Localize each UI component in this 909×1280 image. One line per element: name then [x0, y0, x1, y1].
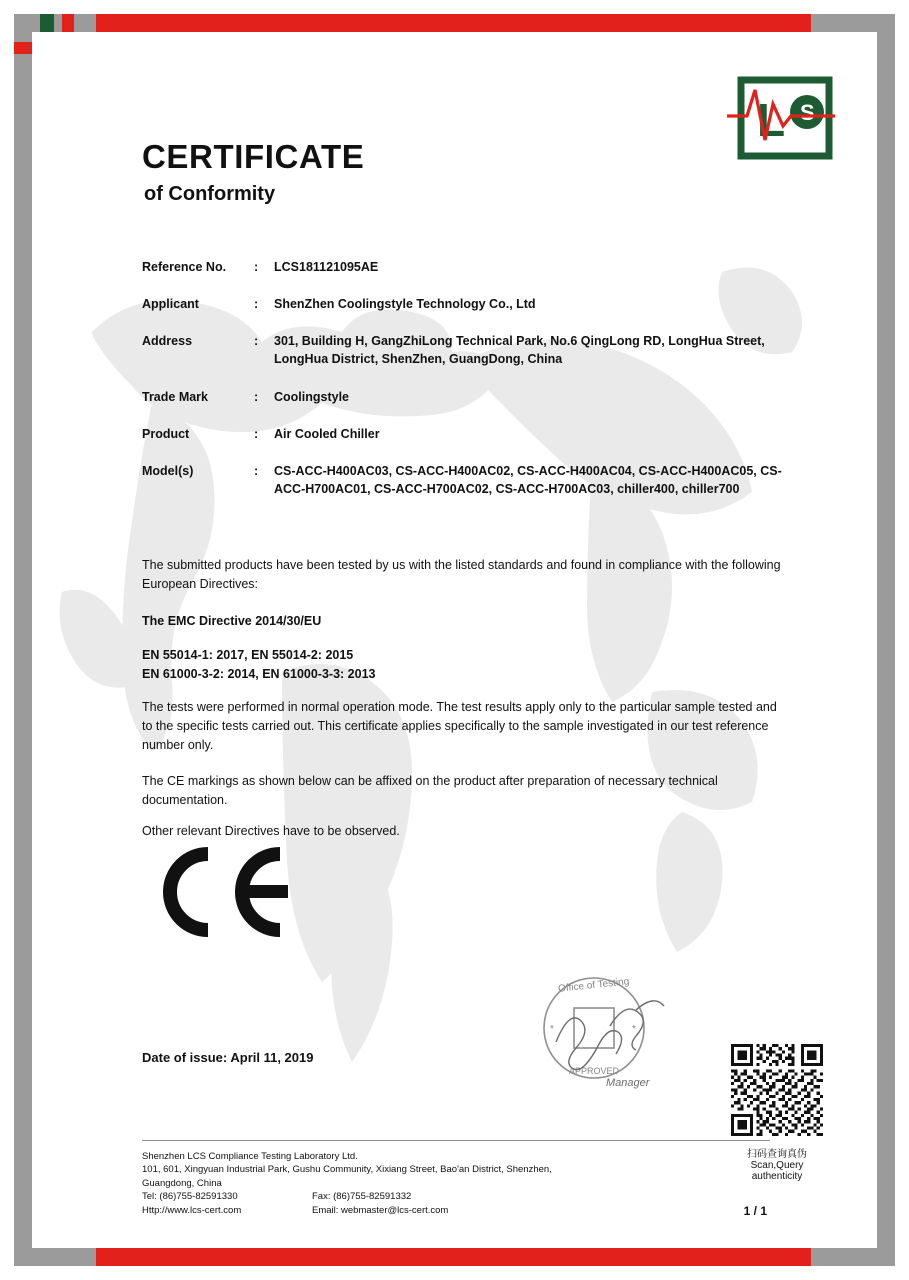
field-value: Coolingstyle: [274, 389, 350, 404]
qr-caption-english: Scan,Query authenticity: [750, 1160, 804, 1182]
field-colon: :: [254, 463, 259, 478]
border-bottom-red-bar: [96, 1248, 811, 1266]
paragraph-directive: The EMC Directive 2014/30/EU: [142, 614, 322, 628]
border-left: [14, 14, 32, 1266]
field-label: Address: [142, 334, 193, 349]
footer-tel: Tel: (86)755-82591330: [142, 1191, 238, 1203]
footer-divider: [142, 1140, 770, 1141]
border-top-red-bar: [96, 14, 811, 32]
field-value: ShenZhen Coolingstyle Technology Co., Ltd: [274, 297, 536, 312]
standards-line-2: EN 61000-3-2: 2014, EN 61000-3-3: 2013: [142, 667, 376, 681]
field-row-trade-mark: [142, 388, 802, 406]
footer-website[interactable]: Http://www.lcs-cert.com: [142, 1204, 242, 1216]
page-subtitle: of Conformity: [144, 183, 276, 205]
svg-text:Office of Testing: Office of Testing: [557, 976, 630, 995]
field-label: Trade Mark: [142, 389, 209, 404]
qr-code-icon[interactable]: [731, 1044, 823, 1136]
field-colon: :: [254, 334, 259, 349]
field-row-models: [142, 462, 802, 498]
field-row-applicant: [142, 295, 802, 313]
field-colon: :: [254, 389, 259, 404]
field-value: LCS181121095AE: [274, 260, 379, 274]
field-colon: :: [254, 297, 259, 312]
footer-block: [142, 1150, 552, 1217]
field-label: Product: [142, 426, 190, 441]
field-row-address: [142, 332, 802, 368]
certificate-inner: [32, 32, 877, 1248]
paragraph-ce-marking: The CE markings as shown below can be affixed on the product after preparation of necessary technical documentation.: [142, 774, 718, 807]
footer-company-name: Shenzhen LCS Compliance Testing Laboratory Ltd.: [142, 1151, 358, 1162]
paragraph-other-directives: Other relevant Directives have to be observed.: [142, 824, 400, 838]
date-of-issue: Date of issue: April 11, 2019: [142, 1050, 314, 1065]
page-number: 1 / 1: [743, 1204, 767, 1218]
svg-text:Manager: Manager: [606, 1077, 650, 1089]
page-title: CERTIFICATE: [142, 138, 365, 175]
footer-address-line-2: Guangdong, China: [142, 1177, 222, 1189]
certificate-fields: [142, 258, 802, 517]
qr-code-block: [725, 1044, 829, 1182]
paragraph-intro: The submitted products have been tested by us with the listed standards and found in compliance with the following European Directives:: [142, 558, 781, 591]
field-value: 301, Building H, GangZhiLong Technical Park, No.6 QingLong RD, LongHua Street, LongHua District, ShenZhen, GuangDong, China: [274, 334, 765, 367]
svg-text:S: S: [800, 100, 815, 125]
footer-contact-row-1: [142, 1190, 552, 1203]
footer-address-line-1: 101, 601, Xingyuan Industrial Park, Gushu Community, Xixiang Street, Bao'an District, Shenzhen,: [142, 1164, 552, 1176]
certificate-content: [32, 32, 877, 1248]
ce-mark-icon: [150, 842, 300, 942]
field-value: CS-ACC-H400AC03, CS-ACC-H400AC02, CS-ACC-H400AC04, CS-ACC-H400AC05, CS-ACC-H700AC01, CS-ACC-H700AC02, CS-ACC-H700AC03, chiller400, chiller700: [274, 463, 782, 496]
footer-contact-row-2: [142, 1204, 552, 1217]
field-label: Applicant: [142, 297, 199, 312]
border-right: [877, 14, 895, 1266]
field-row-product: [142, 425, 802, 443]
field-colon: :: [254, 426, 259, 441]
standards-line-1: EN 55014-1: 2017, EN 55014-2: 2015: [142, 648, 354, 662]
paragraph-tests: The tests were performed in normal operation mode. The test results apply only to the particular sample tested and to the specific tests carried out. This certificate applies specifically to the sample investigated in our test reference number only.: [142, 700, 777, 752]
field-label: Model(s): [142, 463, 194, 478]
footer-email[interactable]: Email: webmaster@lcs-cert.com: [312, 1204, 449, 1216]
footer-fax: Fax: (86)755-82591332: [312, 1191, 412, 1203]
field-value: Air Cooled Chiller: [274, 426, 380, 441]
field-row-reference-no: [142, 258, 802, 276]
svg-text:*: *: [632, 1024, 636, 1035]
field-label: Reference No.: [142, 260, 227, 274]
svg-text:APPROVED: APPROVED: [568, 1066, 620, 1076]
field-colon: :: [254, 260, 259, 274]
lcs-logo: [727, 74, 835, 162]
approval-stamp: [532, 970, 680, 1096]
svg-text:L: L: [757, 94, 786, 146]
svg-text:*: *: [550, 1024, 554, 1035]
qr-caption-chinese: 扫码查询真伪: [747, 1149, 807, 1160]
